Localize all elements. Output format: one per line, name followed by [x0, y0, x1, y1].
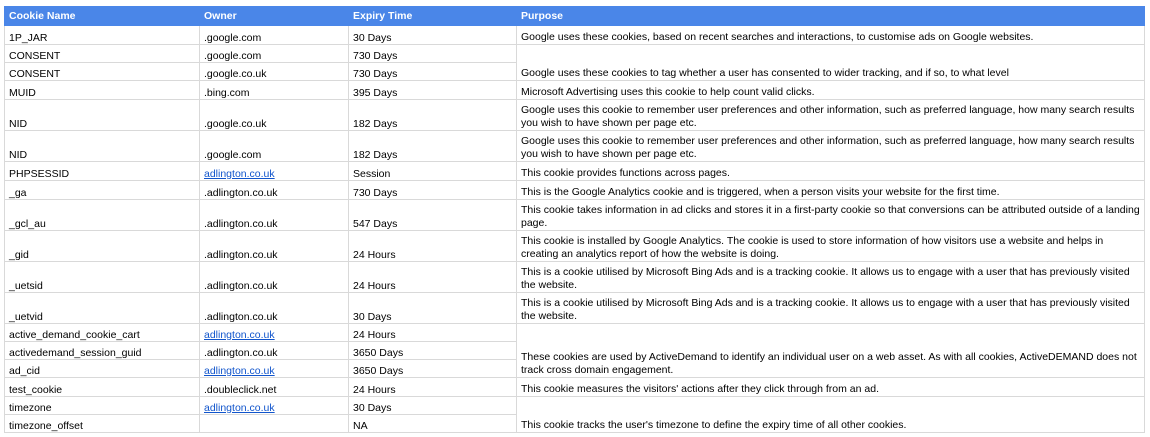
- header-purpose: Purpose: [517, 7, 1145, 26]
- owner-cell: .google.com: [200, 26, 349, 45]
- cookie-name-cell: _uetsid: [5, 262, 200, 293]
- expiry-cell: 30 Days: [349, 26, 517, 45]
- purpose-cell: These cookies are used by ActiveDemand to identify an individual user on a web asset. As with all cookies, ActiveDEMAND does not track cross domain engagement.: [517, 324, 1145, 378]
- purpose-cell: This cookie provides functions across pages.: [517, 162, 1145, 181]
- expiry-cell: 30 Days: [349, 293, 517, 324]
- expiry-cell: 182 Days: [349, 100, 517, 131]
- purpose-cell: This is a cookie utilised by Microsoft Bing Ads and is a tracking cookie. It allows us to engage with a user that has previously visited the website.: [517, 293, 1145, 324]
- table-row: [5, 181, 1145, 200]
- purpose-cell: Google uses these cookies, based on recent searches and interactions, to customise ads on Google websites.: [517, 26, 1145, 45]
- header-cookie-name: Cookie Name: [5, 7, 200, 26]
- cookie-name-cell: timezone_offset: [5, 415, 200, 433]
- table-row: [5, 262, 1145, 293]
- owner-cell: .google.co.uk: [200, 63, 349, 81]
- table-row: [5, 378, 1145, 397]
- cookie-name-cell: _gid: [5, 231, 200, 262]
- expiry-cell: 24 Hours: [349, 262, 517, 293]
- owner-cell: [200, 324, 349, 342]
- cookie-name-cell: 1P_JAR: [5, 26, 200, 45]
- cookie-name-cell: _uetvid: [5, 293, 200, 324]
- purpose-cell: This cookie measures the visitors' actions after they click through from an ad.: [517, 378, 1145, 397]
- expiry-cell: 547 Days: [349, 200, 517, 231]
- owner-cell: .adlington.co.uk: [200, 200, 349, 231]
- purpose-cell: Google uses these cookies to tag whether a user has consented to wider tracking, and if so, to what level: [517, 45, 1145, 81]
- expiry-cell: 30 Days: [349, 397, 517, 415]
- expiry-cell: 24 Hours: [349, 324, 517, 342]
- expiry-cell: 182 Days: [349, 131, 517, 162]
- purpose-cell: Google uses this cookie to remember user preferences and other information, such as preferred language, how many search results you wish to have shown per page etc.: [517, 100, 1145, 131]
- purpose-cell: This is a cookie utilised by Microsoft Bing Ads and is a tracking cookie. It allows us to engage with a user that has previously visited the website.: [517, 262, 1145, 293]
- cookie-name-cell: activedemand_session_guid: [5, 342, 200, 360]
- table-row: [5, 293, 1145, 324]
- table-row: [5, 162, 1145, 181]
- table-row: [5, 231, 1145, 262]
- table-row: [5, 100, 1145, 131]
- expiry-cell: 395 Days: [349, 81, 517, 100]
- cookie-name-cell: test_cookie: [5, 378, 200, 397]
- table-row: [5, 45, 1145, 63]
- expiry-cell: 3650 Days: [349, 360, 517, 378]
- table-row: [5, 200, 1145, 231]
- purpose-cell: This cookie is installed by Google Analytics. The cookie is used to store information of how visitors use a website and helps in creating an analytics report of how the website is doing.: [517, 231, 1145, 262]
- cookie-name-cell: CONSENT: [5, 63, 200, 81]
- owner-link[interactable]: adlington.co.uk: [204, 328, 275, 341]
- cookie-name-cell: _gcl_au: [5, 200, 200, 231]
- table-row: [5, 81, 1145, 100]
- owner-link[interactable]: adlington.co.uk: [204, 167, 275, 180]
- owner-cell: .bing.com: [200, 81, 349, 100]
- owner-cell: .adlington.co.uk: [200, 262, 349, 293]
- owner-cell: [200, 360, 349, 378]
- expiry-cell: 730 Days: [349, 45, 517, 63]
- header-row: [5, 7, 1145, 26]
- expiry-cell: 730 Days: [349, 63, 517, 81]
- expiry-cell: Session: [349, 162, 517, 181]
- owner-link[interactable]: adlington.co.uk: [204, 401, 275, 414]
- cookie-name-cell: _ga: [5, 181, 200, 200]
- cookie-name-cell: NID: [5, 131, 200, 162]
- owner-cell: .adlington.co.uk: [200, 342, 349, 360]
- expiry-cell: 730 Days: [349, 181, 517, 200]
- owner-cell: .doubleclick.net: [200, 378, 349, 397]
- owner-cell: [200, 162, 349, 181]
- table-row: [5, 26, 1145, 45]
- purpose-cell: This is the Google Analytics cookie and is triggered, when a person visits your website for the first time.: [517, 181, 1145, 200]
- owner-cell: [200, 397, 349, 415]
- cookie-name-cell: ad_cid: [5, 360, 200, 378]
- owner-cell: .google.co.uk: [200, 100, 349, 131]
- cookie-name-cell: CONSENT: [5, 45, 200, 63]
- cookie-name-cell: timezone: [5, 397, 200, 415]
- owner-cell: .adlington.co.uk: [200, 231, 349, 262]
- purpose-cell: Microsoft Advertising uses this cookie to help count valid clicks.: [517, 81, 1145, 100]
- cookie-name-cell: NID: [5, 100, 200, 131]
- purpose-cell: Google uses this cookie to remember user preferences and other information, such as preferred language, how many search results you wish to have shown per page etc.: [517, 131, 1145, 162]
- purpose-cell: This cookie tracks the user's timezone to define the expiry time of all other cookies.: [517, 397, 1145, 433]
- cookie-table: [4, 6, 1145, 433]
- owner-cell: .adlington.co.uk: [200, 293, 349, 324]
- owner-cell: [200, 415, 349, 433]
- owner-link[interactable]: adlington.co.uk: [204, 364, 275, 377]
- cookie-name-cell: MUID: [5, 81, 200, 100]
- expiry-cell: 24 Hours: [349, 378, 517, 397]
- header-owner: Owner: [200, 7, 349, 26]
- owner-cell: .google.com: [200, 131, 349, 162]
- owner-cell: .google.com: [200, 45, 349, 63]
- table-row: [5, 397, 1145, 415]
- owner-cell: .adlington.co.uk: [200, 181, 349, 200]
- expiry-cell: NA: [349, 415, 517, 433]
- expiry-cell: 24 Hours: [349, 231, 517, 262]
- table-row: [5, 131, 1145, 162]
- expiry-cell: 3650 Days: [349, 342, 517, 360]
- cookie-name-cell: active_demand_cookie_cart: [5, 324, 200, 342]
- purpose-cell: This cookie takes information in ad clicks and stores it in a first-party cookie so that conversions can be attributed outside of a landing page.: [517, 200, 1145, 231]
- cookie-name-cell: PHPSESSID: [5, 162, 200, 181]
- header-expiry-time: Expiry Time: [349, 7, 517, 26]
- table-row: [5, 324, 1145, 342]
